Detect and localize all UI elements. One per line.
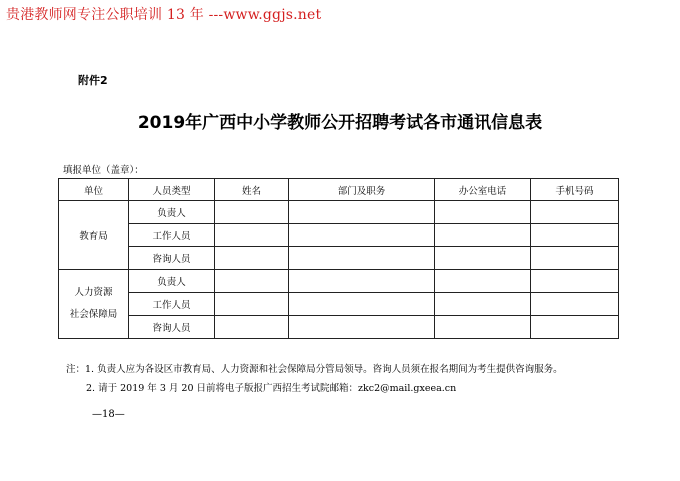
header-department-position: 部门及职务 — [289, 179, 435, 201]
note-2: 2. 请于 2019 年 3 月 20 日前将电子版报广西招生考试院邮箱：zkc2@mail.gxeea.cn — [86, 383, 457, 394]
watermark-text: 贵港教师网专注公职培训 13 年 ---www.ggjs.net — [6, 7, 322, 23]
unit-cell-hr-social-security — [59, 270, 129, 339]
person-type-cell: 咨询人员 — [129, 316, 215, 339]
header-person-type: 人员类型 — [129, 179, 215, 201]
mobile-cell — [531, 293, 619, 316]
table-row — [59, 247, 619, 270]
table-row — [59, 316, 619, 339]
table-row — [59, 270, 619, 293]
fill-unit-label: 填报单位（盖章）： — [63, 165, 144, 176]
name-cell — [215, 316, 289, 339]
header-name: 姓名 — [215, 179, 289, 201]
person-type-cell: 咨询人员 — [129, 247, 215, 270]
name-cell — [215, 201, 289, 224]
name-cell — [215, 270, 289, 293]
name-cell — [215, 293, 289, 316]
dept-cell — [289, 247, 435, 270]
office-phone-cell — [435, 316, 531, 339]
attachment-label: 附件2 — [78, 74, 108, 87]
person-type-cell: 工作人员 — [129, 224, 215, 247]
table-row — [59, 293, 619, 316]
mobile-cell — [531, 270, 619, 293]
dept-cell — [289, 224, 435, 247]
mobile-cell — [531, 247, 619, 270]
table-row — [59, 201, 619, 224]
unit-label-line-2: 社会保障局 — [69, 309, 118, 320]
header-mobile: 手机号码 — [531, 179, 619, 201]
unit-label-line-1: 人力资源 — [74, 287, 113, 298]
dept-cell — [289, 293, 435, 316]
dept-cell — [289, 316, 435, 339]
dept-cell — [289, 201, 435, 224]
notes-section — [66, 360, 563, 398]
page-number: —18— — [92, 409, 125, 420]
unit-cell-education-bureau — [59, 201, 129, 270]
office-phone-cell — [435, 247, 531, 270]
dept-cell — [289, 270, 435, 293]
name-cell — [215, 224, 289, 247]
person-type-cell: 负责人 — [129, 201, 215, 224]
person-type-cell: 工作人员 — [129, 293, 215, 316]
unit-label: 教育局 — [79, 231, 108, 242]
person-type-cell: 负责人 — [129, 270, 215, 293]
mobile-cell — [531, 316, 619, 339]
header-unit: 单位 — [59, 179, 129, 201]
office-phone-cell — [435, 224, 531, 247]
table-header-row — [59, 179, 619, 201]
table-row — [59, 224, 619, 247]
header-office-phone: 办公室电话 — [435, 179, 531, 201]
note-1: 注：1. 负责人应为各设区市教育局、人力资源和社会保障局分管局领导。咨询人员须在报名期间为考生提供咨询服务。 — [66, 364, 563, 375]
office-phone-cell — [435, 270, 531, 293]
mobile-cell — [531, 224, 619, 247]
office-phone-cell — [435, 201, 531, 224]
mobile-cell — [531, 201, 619, 224]
document-title: 2019年广西中小学教师公开招聘考试各市通讯信息表 — [137, 113, 543, 133]
contact-info-table — [58, 178, 619, 339]
name-cell — [215, 247, 289, 270]
office-phone-cell — [435, 293, 531, 316]
